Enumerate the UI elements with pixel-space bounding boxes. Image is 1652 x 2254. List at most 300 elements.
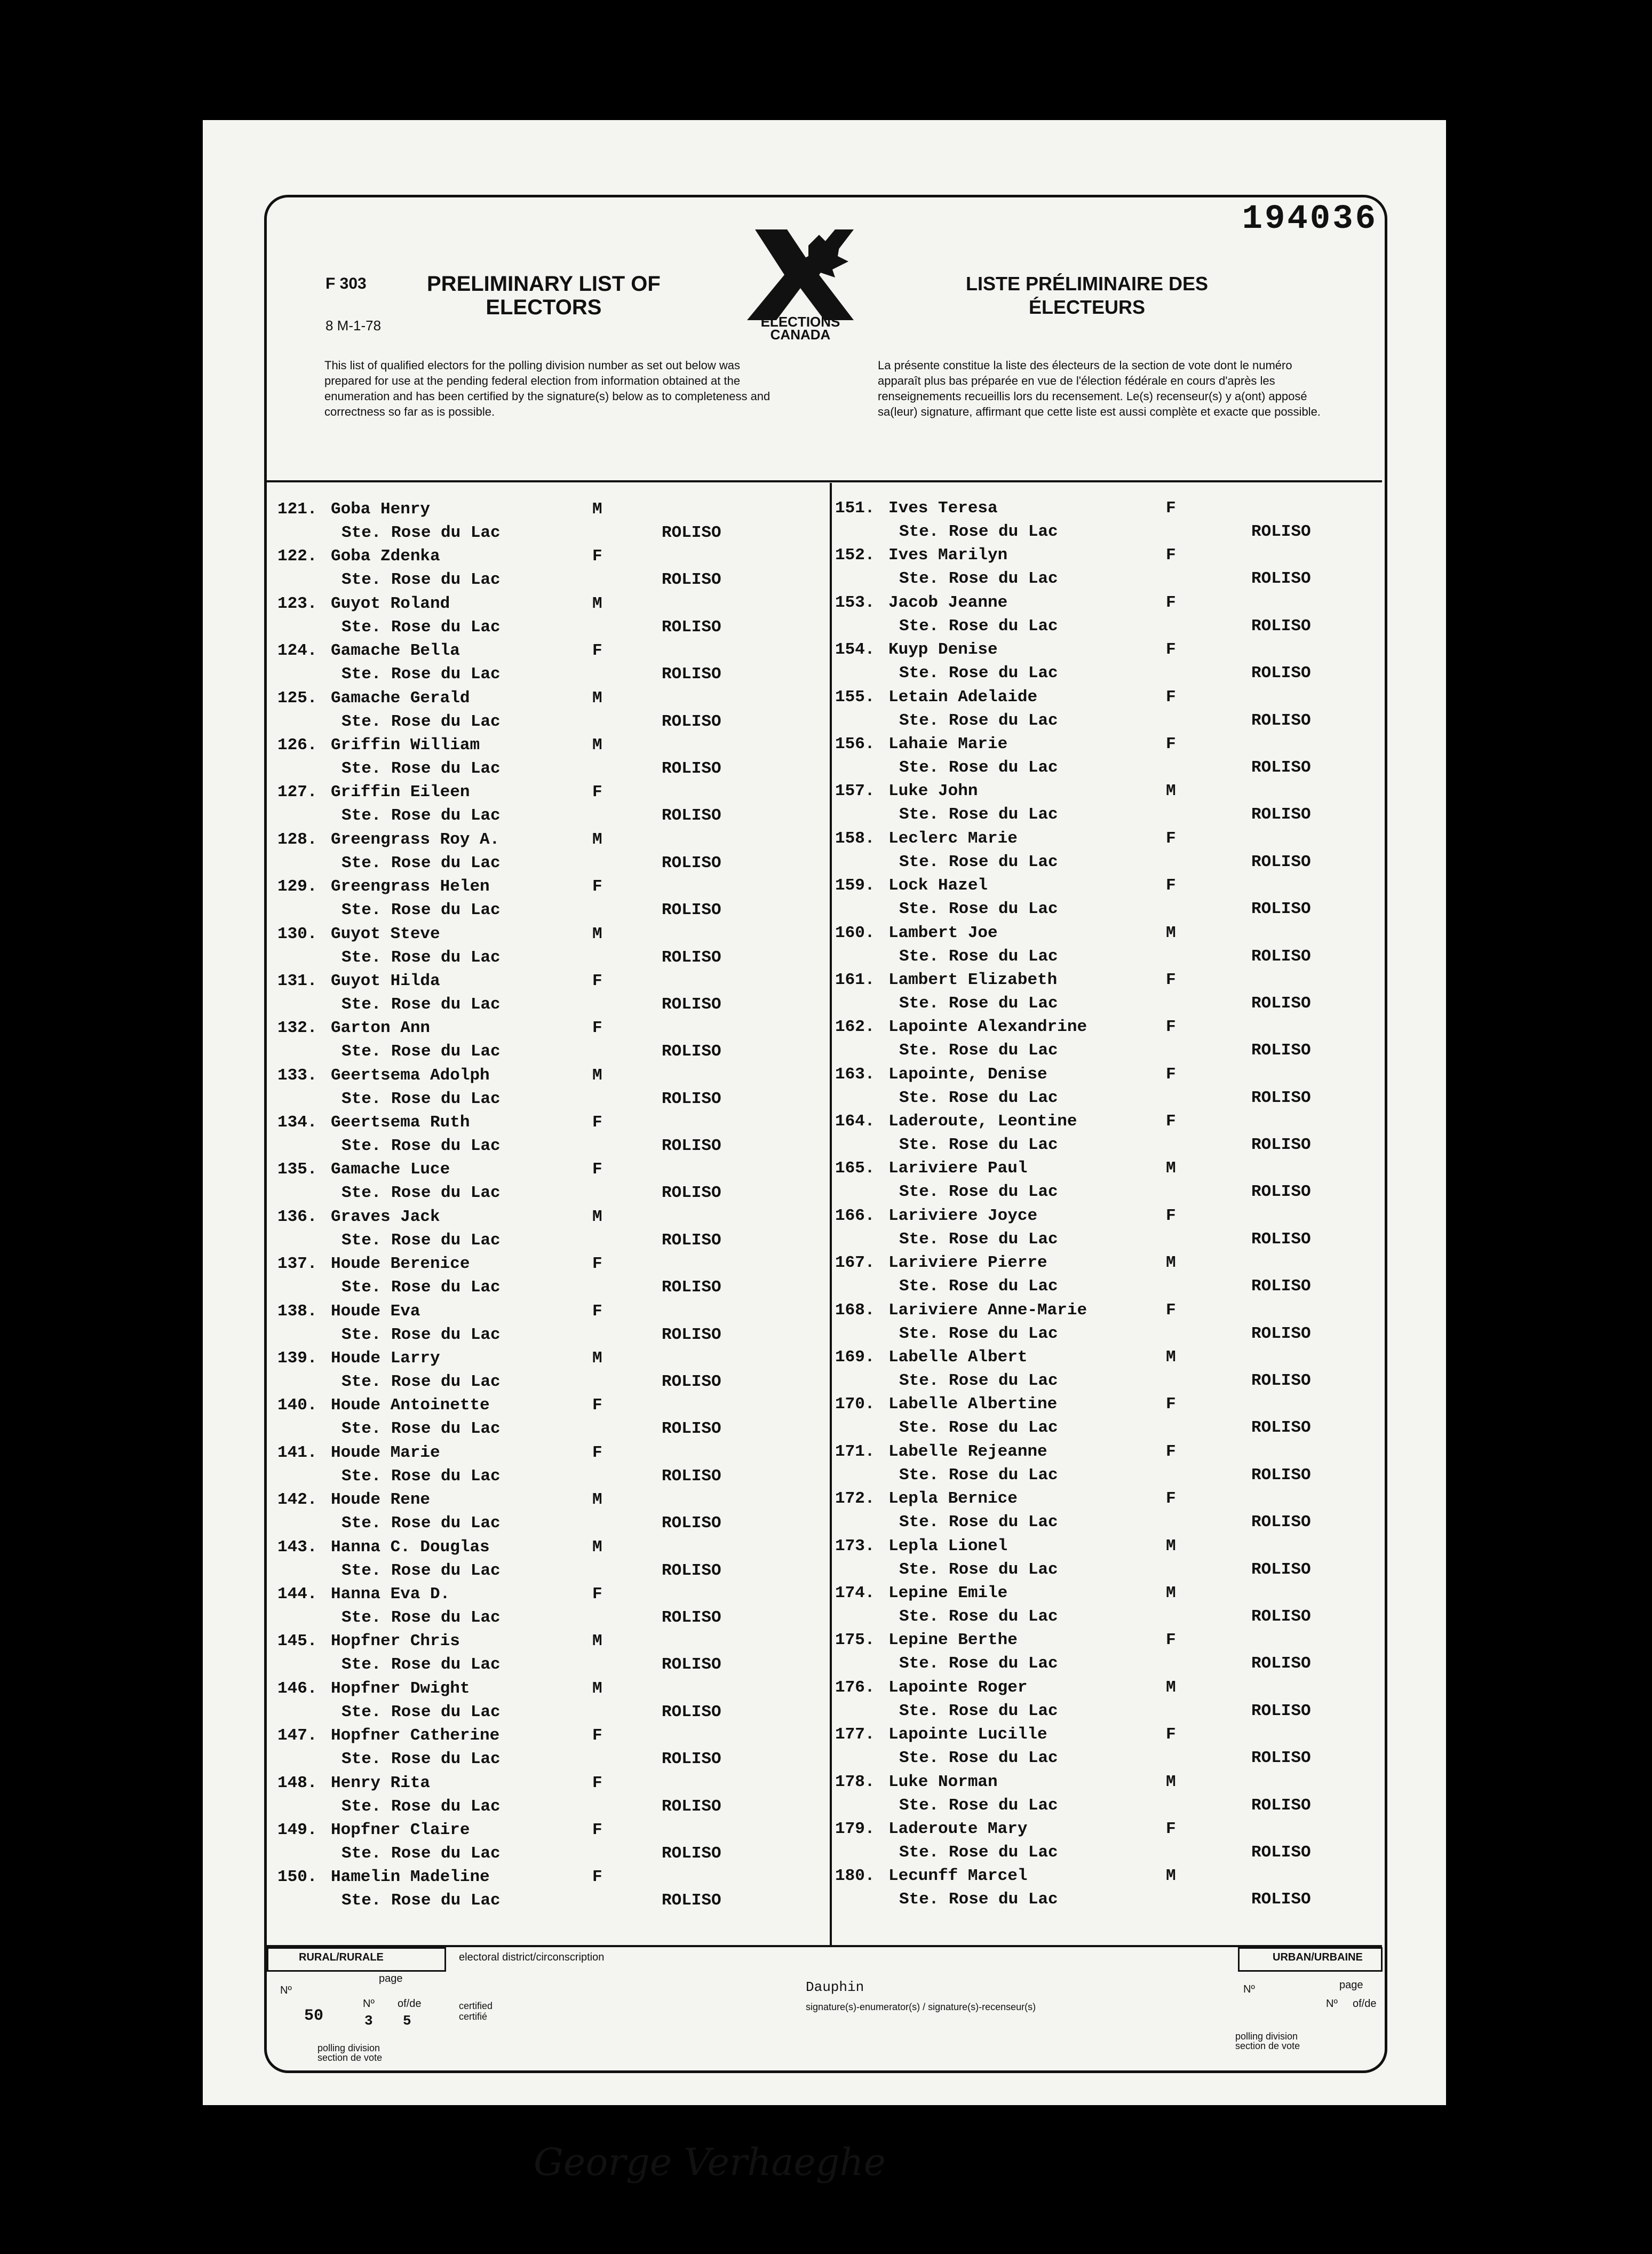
elector-number: 143.	[277, 1537, 317, 1557]
elector-entry	[835, 1065, 1379, 1112]
elector-occupation: ROLISO	[1251, 711, 1311, 730]
urban-page-no-label: Nº	[1326, 1998, 1338, 2010]
elector-entry	[835, 1253, 1379, 1300]
elector-occupation: ROLISO	[662, 1278, 721, 1297]
elector-sex: M	[592, 500, 602, 519]
elector-entry	[277, 641, 827, 688]
elector-occupation: ROLISO	[1251, 664, 1311, 683]
elector-entry	[835, 1584, 1379, 1631]
elector-name: Lepine Emile	[888, 1583, 1008, 1602]
elector-name: Guyot Hilda	[331, 971, 440, 990]
elector-occupation: ROLISO	[1251, 947, 1311, 966]
elector-occupation: ROLISO	[662, 712, 721, 731]
elector-address: Ste. Rose du Lac	[899, 1088, 1058, 1107]
polling-division-label: polling division section de vote	[317, 2043, 383, 2063]
elector-address: Ste. Rose du Lac	[341, 759, 501, 778]
elector-address: Ste. Rose du Lac	[899, 1371, 1058, 1391]
elector-sex: F	[592, 877, 602, 896]
elector-sex: F	[592, 547, 602, 566]
elector-occupation: ROLISO	[1251, 569, 1311, 589]
elector-name: Gamache Luce	[331, 1160, 450, 1179]
elector-address: Ste. Rose du Lac	[341, 1089, 501, 1108]
elector-sex: M	[592, 688, 602, 708]
elector-name: Lepla Bernice	[888, 1489, 1018, 1509]
elector-address: Ste. Rose du Lac	[341, 1372, 501, 1392]
elector-name: Houde Rene	[331, 1490, 431, 1510]
elector-name: Laderoute Mary	[888, 1819, 1028, 1838]
elector-address: Ste. Rose du Lac	[899, 711, 1058, 730]
elector-number: 169.	[835, 1348, 875, 1367]
elector-number: 166.	[835, 1206, 875, 1225]
elector-address: Ste. Rose du Lac	[341, 853, 501, 872]
elector-name: Luke Norman	[888, 1772, 998, 1791]
elector-name: Lecunff Marcel	[888, 1867, 1028, 1886]
elector-sex: F	[592, 1301, 602, 1321]
elector-number: 151.	[835, 499, 875, 518]
elector-name: Garton Ann	[331, 1019, 431, 1038]
elector-occupation: ROLISO	[662, 1655, 721, 1674]
elector-occupation: ROLISO	[662, 1042, 721, 1061]
electoral-district-label: electoral district/circonscription	[459, 1951, 605, 1963]
elector-number: 161.	[835, 970, 875, 989]
elector-address: Ste. Rose du Lac	[341, 1844, 501, 1863]
elector-address: Ste. Rose du Lac	[341, 712, 501, 731]
elector-occupation: ROLISO	[1251, 1229, 1311, 1249]
elector-address: Ste. Rose du Lac	[341, 1891, 501, 1910]
elector-sex: F	[1166, 1442, 1176, 1461]
elector-entry	[835, 546, 1379, 593]
elector-address: Ste. Rose du Lac	[899, 1607, 1058, 1626]
electors-column-left	[277, 500, 827, 1915]
elector-address: Ste. Rose du Lac	[341, 1231, 501, 1250]
elector-sex: M	[1166, 1348, 1176, 1367]
elector-entry	[277, 1821, 827, 1868]
elector-name: Griffin Eileen	[331, 783, 470, 802]
elector-number: 140.	[277, 1396, 317, 1415]
elector-entry	[835, 1867, 1379, 1914]
elector-number: 138.	[277, 1301, 317, 1321]
elector-number: 124.	[277, 641, 317, 661]
elector-occupation: ROLISO	[1251, 805, 1311, 824]
document-sheet	[203, 120, 1446, 2184]
elector-sex: M	[592, 1537, 602, 1557]
elector-number: 139.	[277, 1349, 317, 1368]
elector-entry	[277, 1349, 827, 1396]
elector-address: Ste. Rose du Lac	[341, 1278, 501, 1297]
urban-polling-division-label: polling division section de vote	[1235, 2031, 1300, 2051]
elector-address: Ste. Rose du Lac	[899, 947, 1058, 966]
elector-occupation: ROLISO	[662, 1702, 721, 1721]
elector-entry	[277, 1208, 827, 1255]
elector-occupation: ROLISO	[1251, 994, 1311, 1013]
elector-address: Ste. Rose du Lac	[899, 1324, 1058, 1343]
elector-entry	[277, 783, 827, 830]
elector-entry	[835, 1678, 1379, 1725]
rural-page-label: page	[379, 1973, 403, 1985]
elector-occupation: ROLISO	[1251, 1182, 1311, 1202]
elector-name: Labelle Rejeanne	[888, 1442, 1047, 1461]
elector-occupation: ROLISO	[662, 1137, 721, 1156]
elector-number: 154.	[835, 640, 875, 660]
elector-occupation: ROLISO	[1251, 852, 1311, 871]
elector-name: Ives Teresa	[888, 499, 998, 518]
elector-occupation: ROLISO	[1251, 1560, 1311, 1579]
elector-address: Ste. Rose du Lac	[341, 1608, 501, 1627]
elector-sex: F	[592, 1726, 602, 1745]
elector-address: Ste. Rose du Lac	[899, 1229, 1058, 1249]
elector-number: 150.	[277, 1868, 317, 1887]
elector-name: Hopfner Chris	[331, 1632, 460, 1651]
polling-division-number: 50	[304, 2007, 324, 2025]
elector-sex: F	[1166, 640, 1176, 660]
elector-occupation: ROLISO	[662, 523, 721, 542]
elector-number: 176.	[835, 1678, 875, 1697]
elector-sex: F	[1166, 546, 1176, 565]
elector-entry	[835, 1442, 1379, 1489]
elector-name: Hopfner Dwight	[331, 1679, 470, 1698]
intro-english: This list of qualified electors for the polling division number as set out below was prepared for use at the pending federal election from information obtained at the enumeration and has been certified by the signature(s) below as to completeness and correctness so far as is possible.	[324, 359, 771, 418]
elector-address: Ste. Rose du Lac	[899, 1560, 1058, 1579]
elector-number: 160.	[835, 923, 875, 942]
enumerator-signature: George Verhaeghe	[534, 2140, 886, 2184]
elector-occupation: ROLISO	[662, 1891, 721, 1910]
elector-address: Ste. Rose du Lac	[899, 616, 1058, 636]
elector-sex: F	[1166, 1112, 1176, 1131]
logo-text-line1: ELECTIONS	[760, 314, 840, 330]
elector-number: 171.	[835, 1442, 875, 1461]
elector-entry	[277, 925, 827, 972]
elector-entry	[277, 1868, 827, 1915]
elector-entry	[277, 1679, 827, 1726]
elector-name: Laderoute, Leontine	[888, 1112, 1077, 1131]
elector-address: Ste. Rose du Lac	[899, 852, 1058, 871]
elector-sex: F	[592, 971, 602, 990]
elector-number: 165.	[835, 1159, 875, 1178]
form-date: 8 M-1-78	[325, 318, 382, 334]
elector-sex: F	[1166, 1065, 1176, 1084]
elector-number: 177.	[835, 1725, 875, 1744]
elector-sex: M	[592, 1490, 602, 1510]
elector-sex: M	[1166, 1536, 1176, 1555]
elector-address: Ste. Rose du Lac	[341, 1702, 501, 1721]
elector-sex: F	[1166, 1631, 1176, 1650]
elector-occupation: ROLISO	[1251, 1513, 1311, 1532]
elector-name: Luke John	[888, 782, 978, 801]
elector-name: Lapointe Alexandrine	[888, 1018, 1087, 1037]
elector-name: Lariviere Anne-Marie	[888, 1300, 1087, 1320]
elector-name: Goba Zdenka	[331, 547, 440, 566]
elector-address: Ste. Rose du Lac	[341, 1042, 501, 1061]
elector-entry	[835, 829, 1379, 876]
elector-occupation: ROLISO	[1251, 1749, 1311, 1768]
elector-entry	[835, 1631, 1379, 1678]
rural-no-label: Nº	[280, 1985, 292, 1996]
elector-sex: F	[1166, 876, 1176, 895]
elector-number: 178.	[835, 1772, 875, 1791]
elector-occupation: ROLISO	[1251, 1701, 1311, 1720]
elector-number: 149.	[277, 1820, 317, 1839]
elector-occupation: ROLISO	[1251, 1890, 1311, 1909]
divider-middle	[830, 483, 832, 1945]
elector-name: Ives Marilyn	[888, 546, 1008, 565]
elector-name: Houde Marie	[331, 1443, 440, 1462]
elector-occupation: ROLISO	[662, 570, 721, 590]
elector-entry	[277, 972, 827, 1019]
elector-number: 129.	[277, 877, 317, 896]
elector-address: Ste. Rose du Lac	[899, 994, 1058, 1013]
elector-sex: F	[592, 1019, 602, 1038]
elector-occupation: ROLISO	[662, 1514, 721, 1533]
elector-occupation: ROLISO	[1251, 1041, 1311, 1060]
elector-name: Hanna C. Douglas	[331, 1537, 490, 1557]
elector-name: Lambert Elizabeth	[888, 970, 1058, 989]
certified-label: certified certifié	[459, 2001, 493, 2022]
elector-entry	[835, 1159, 1379, 1206]
elector-address: Ste. Rose du Lac	[899, 900, 1058, 919]
elector-address: Ste. Rose du Lac	[899, 1843, 1058, 1862]
elector-entry	[835, 735, 1379, 782]
elector-name: Griffin William	[331, 735, 480, 755]
elector-number: 152.	[835, 546, 875, 565]
elector-number: 172.	[835, 1489, 875, 1509]
elector-number: 134.	[277, 1113, 317, 1132]
elector-address: Ste. Rose du Lac	[899, 758, 1058, 777]
elector-occupation: ROLISO	[1251, 1088, 1311, 1107]
elector-entry	[835, 1207, 1379, 1253]
elector-number: 163.	[835, 1065, 875, 1084]
elector-address: Ste. Rose du Lac	[341, 1325, 501, 1344]
elector-entry	[835, 1301, 1379, 1348]
elector-name: Lapointe, Denise	[888, 1065, 1047, 1084]
elector-number: 146.	[277, 1679, 317, 1698]
elector-entry	[835, 1018, 1379, 1065]
elector-occupation: ROLISO	[662, 1184, 721, 1203]
elector-sex: M	[1166, 923, 1176, 942]
elector-sex: F	[1166, 829, 1176, 848]
elector-entry	[835, 1725, 1379, 1772]
elector-sex: F	[1166, 499, 1176, 518]
elector-entry	[835, 782, 1379, 829]
elector-name: Hopfner Claire	[331, 1820, 470, 1839]
elector-name: Lambert Joe	[888, 923, 998, 942]
elector-address: Ste. Rose du Lac	[899, 1136, 1058, 1155]
elector-sex: F	[1166, 1206, 1176, 1225]
elector-entry	[277, 1585, 827, 1632]
elector-occupation: ROLISO	[1251, 1843, 1311, 1862]
elector-address: Ste. Rose du Lac	[341, 570, 501, 590]
elector-entry	[835, 1112, 1379, 1159]
elector-occupation: ROLISO	[1251, 1324, 1311, 1343]
form-footer	[267, 1947, 1382, 2063]
elector-address: Ste. Rose du Lac	[899, 1890, 1058, 1909]
elector-occupation: ROLISO	[1251, 522, 1311, 541]
elector-sex: M	[592, 924, 602, 943]
elector-number: 123.	[277, 594, 317, 613]
elector-name: Gamache Gerald	[331, 688, 470, 708]
elector-sex: F	[592, 641, 602, 661]
elector-address: Ste. Rose du Lac	[341, 1797, 501, 1816]
elector-sex: M	[1166, 1867, 1176, 1886]
elector-name: Labelle Albert	[888, 1348, 1028, 1367]
elector-entry	[835, 688, 1379, 735]
elector-name: Hamelin Madeline	[331, 1868, 490, 1887]
elector-name: Guyot Steve	[331, 924, 440, 943]
elector-name: Hopfner Catherine	[331, 1726, 500, 1745]
elector-number: 122.	[277, 547, 317, 566]
elector-address: Ste. Rose du Lac	[899, 1041, 1058, 1060]
elector-entry	[277, 547, 827, 594]
elector-occupation: ROLISO	[662, 1325, 721, 1344]
elector-sex: F	[1166, 593, 1176, 612]
elections-canada-logo	[744, 224, 856, 342]
elector-entry	[277, 736, 827, 783]
elector-number: 121.	[277, 500, 317, 519]
elector-entry	[277, 830, 827, 877]
elector-name: Lariviere Joyce	[888, 1206, 1038, 1225]
elector-occupation: ROLISO	[1251, 1136, 1311, 1155]
elector-sex: F	[592, 1868, 602, 1887]
elector-address: Ste. Rose du Lac	[341, 1561, 501, 1580]
elector-occupation: ROLISO	[1251, 1654, 1311, 1673]
elector-address: Ste. Rose du Lac	[341, 995, 501, 1014]
elector-sex: F	[1166, 970, 1176, 989]
electoral-district-value: Dauphin	[806, 1979, 864, 1995]
urban-label: URBAN/URBAINE	[1273, 1951, 1363, 1963]
elector-entry	[277, 1774, 827, 1821]
elector-entry	[277, 1538, 827, 1585]
elector-occupation: ROLISO	[1251, 758, 1311, 777]
elector-occupation: ROLISO	[1251, 1418, 1311, 1438]
elector-address: Ste. Rose du Lac	[341, 1655, 501, 1674]
elector-name: Kuyp Denise	[888, 640, 998, 660]
title-french-line1: LISTE PRÉLIMINAIRE DES	[966, 273, 1209, 295]
elector-name: Lepla Lionel	[888, 1536, 1008, 1555]
elector-entry	[277, 1160, 827, 1207]
elector-sex: F	[592, 1160, 602, 1179]
elector-number: 132.	[277, 1019, 317, 1038]
elector-entry	[835, 1537, 1379, 1584]
elector-number: 168.	[835, 1300, 875, 1320]
elector-sex: F	[592, 1773, 602, 1792]
elector-number: 153.	[835, 593, 875, 612]
elector-name: Houde Larry	[331, 1349, 440, 1368]
elector-entry	[277, 1066, 827, 1113]
elector-number: 142.	[277, 1490, 317, 1510]
elector-address: Ste. Rose du Lac	[341, 1419, 501, 1439]
elector-number: 148.	[277, 1773, 317, 1792]
elector-address: Ste. Rose du Lac	[899, 805, 1058, 824]
elector-occupation: ROLISO	[662, 995, 721, 1014]
elector-sex: F	[1166, 687, 1176, 707]
title-french	[966, 272, 1208, 319]
elector-name: Geertsema Adolph	[331, 1066, 490, 1085]
elector-occupation: ROLISO	[1251, 616, 1311, 636]
elector-number: 137.	[277, 1255, 317, 1274]
elector-entry	[835, 924, 1379, 971]
elector-name: Henry Rita	[331, 1773, 431, 1792]
elector-address: Ste. Rose du Lac	[899, 569, 1058, 589]
elector-name: Greengrass Helen	[331, 877, 490, 896]
elector-address: Ste. Rose du Lac	[341, 901, 501, 920]
elector-name: Labelle Albertine	[888, 1395, 1058, 1414]
elector-sex: M	[592, 830, 602, 849]
elector-sex: M	[592, 1632, 602, 1651]
elector-address: Ste. Rose du Lac	[341, 1514, 501, 1533]
rural-page-no-label: Nº	[363, 1998, 375, 2010]
elector-address: Ste. Rose du Lac	[899, 1749, 1058, 1768]
elector-sex: F	[592, 1820, 602, 1839]
elector-sex: M	[1166, 1678, 1176, 1697]
elector-occupation: ROLISO	[662, 1466, 721, 1486]
elector-name: Lapointe Roger	[888, 1678, 1028, 1697]
elector-name: Houde Berenice	[331, 1255, 470, 1274]
elector-name: Letain Adelaide	[888, 687, 1038, 707]
elector-address: Ste. Rose du Lac	[341, 665, 501, 684]
elector-name: Lapointe Lucille	[888, 1725, 1047, 1744]
elector-sex: M	[592, 594, 602, 613]
elector-entry	[277, 1255, 827, 1301]
elector-occupation: ROLISO	[1251, 1607, 1311, 1626]
elector-sex: F	[1166, 1489, 1176, 1509]
elector-entry	[277, 1726, 827, 1773]
elector-occupation: ROLISO	[662, 1750, 721, 1769]
elector-sex: M	[1166, 1583, 1176, 1602]
elector-number: 162.	[835, 1018, 875, 1037]
elector-entry	[277, 1490, 827, 1537]
urban-no-label: Nº	[1243, 1983, 1255, 1995]
elector-sex: M	[1166, 1159, 1176, 1178]
elector-number: 180.	[835, 1867, 875, 1886]
elector-entry	[835, 640, 1379, 687]
elector-sex: M	[1166, 1253, 1176, 1273]
elector-name: Guyot Roland	[331, 594, 450, 613]
elector-address: Ste. Rose du Lac	[899, 1654, 1058, 1673]
elector-occupation: ROLISO	[662, 1844, 721, 1863]
page-number: 3	[364, 2013, 373, 2029]
elector-address: Ste. Rose du Lac	[899, 1513, 1058, 1532]
document-number: 194036	[1242, 200, 1378, 239]
signature-label: signature(s)-enumerator(s) / signature(s)-recenseur(s)	[806, 2002, 1036, 2012]
elector-number: 174.	[835, 1583, 875, 1602]
elector-sex: F	[592, 1584, 602, 1604]
electors-column-right	[835, 499, 1379, 1914]
elector-address: Ste. Rose du Lac	[899, 664, 1058, 683]
elector-entry	[835, 1395, 1379, 1442]
elector-occupation: ROLISO	[662, 1372, 721, 1392]
elector-entry	[277, 689, 827, 736]
title-english-line2: ELECTORS	[486, 296, 602, 319]
elector-name: Lock Hazel	[888, 876, 988, 895]
elector-entry	[277, 877, 827, 924]
elector-entry	[835, 1773, 1379, 1820]
elector-number: 157.	[835, 782, 875, 801]
elector-address: Ste. Rose du Lac	[899, 1418, 1058, 1438]
elector-occupation: ROLISO	[662, 1419, 721, 1439]
elector-entry	[277, 1019, 827, 1066]
elector-name: Geertsema Ruth	[331, 1113, 470, 1132]
elector-address: Ste. Rose du Lac	[899, 1465, 1058, 1485]
elector-sex: F	[1166, 1300, 1176, 1320]
elector-occupation: ROLISO	[1251, 1371, 1311, 1391]
title-english-line1: PRELIMINARY LIST OF	[427, 272, 661, 296]
elector-occupation: ROLISO	[662, 1797, 721, 1816]
elector-sex: F	[1166, 1395, 1176, 1414]
elector-number: 156.	[835, 734, 875, 753]
elector-sex: F	[1166, 1018, 1176, 1037]
elector-entry	[277, 500, 827, 547]
title-english	[427, 272, 661, 319]
elector-number: 158.	[835, 829, 875, 848]
